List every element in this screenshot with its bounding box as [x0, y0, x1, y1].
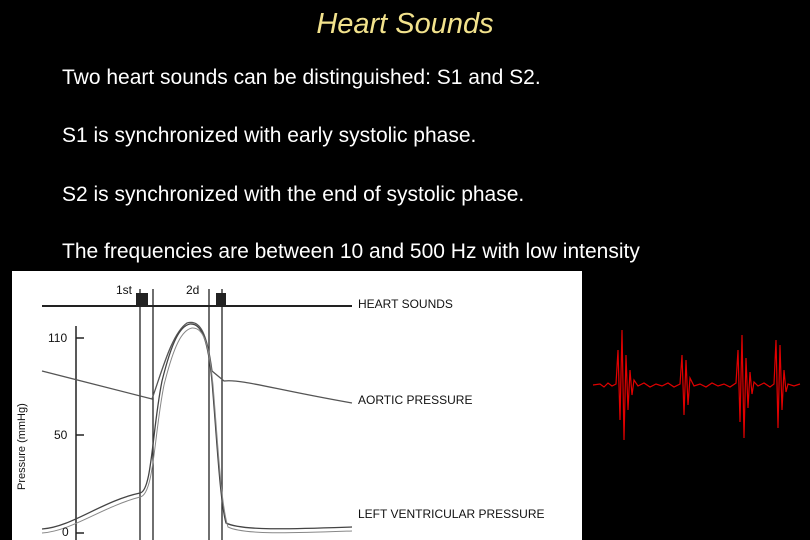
bullet-s1-synchronized: S1 is synchronized with early systolic phase. [62, 124, 477, 147]
pressure-diagram [12, 271, 582, 540]
lv-pressure-label: LEFT VENTRICULAR PRESSURE [358, 507, 545, 521]
heart-sounds-label: HEART SOUNDS [358, 297, 453, 311]
y-tick-label-110: 110 [48, 331, 68, 345]
heart-sound-waveform [593, 330, 800, 440]
s1-burst [136, 293, 148, 306]
s2-marker-label: 2d [186, 283, 200, 297]
pressure-diagram-graphics [12, 271, 582, 540]
aortic-pressure-curve [42, 322, 352, 403]
lv-pressure-curve-shadow [42, 328, 352, 533]
y-tick-label-0: 0 [62, 525, 69, 539]
slide-title: Heart Sounds [316, 8, 494, 40]
bullet-two-heart-sounds: Two heart sounds can be distinguished: S1 and S2. [62, 66, 541, 89]
heart-sound-signal [588, 310, 803, 450]
aortic-pressure-label: AORTIC PRESSURE [358, 393, 473, 407]
s2-burst [216, 293, 226, 306]
y-tick-label-50: 50 [54, 428, 68, 442]
y-axis-label: Pressure (mmHg) [16, 403, 28, 490]
s1-marker-label: 1st [116, 283, 133, 297]
lv-pressure-curve [42, 324, 352, 529]
bullet-s2-synchronized: S2 is synchronized with the end of systolic phase. [62, 183, 525, 206]
bullet-frequencies: The frequencies are between 10 and 500 Hz with low intensity [62, 240, 640, 263]
